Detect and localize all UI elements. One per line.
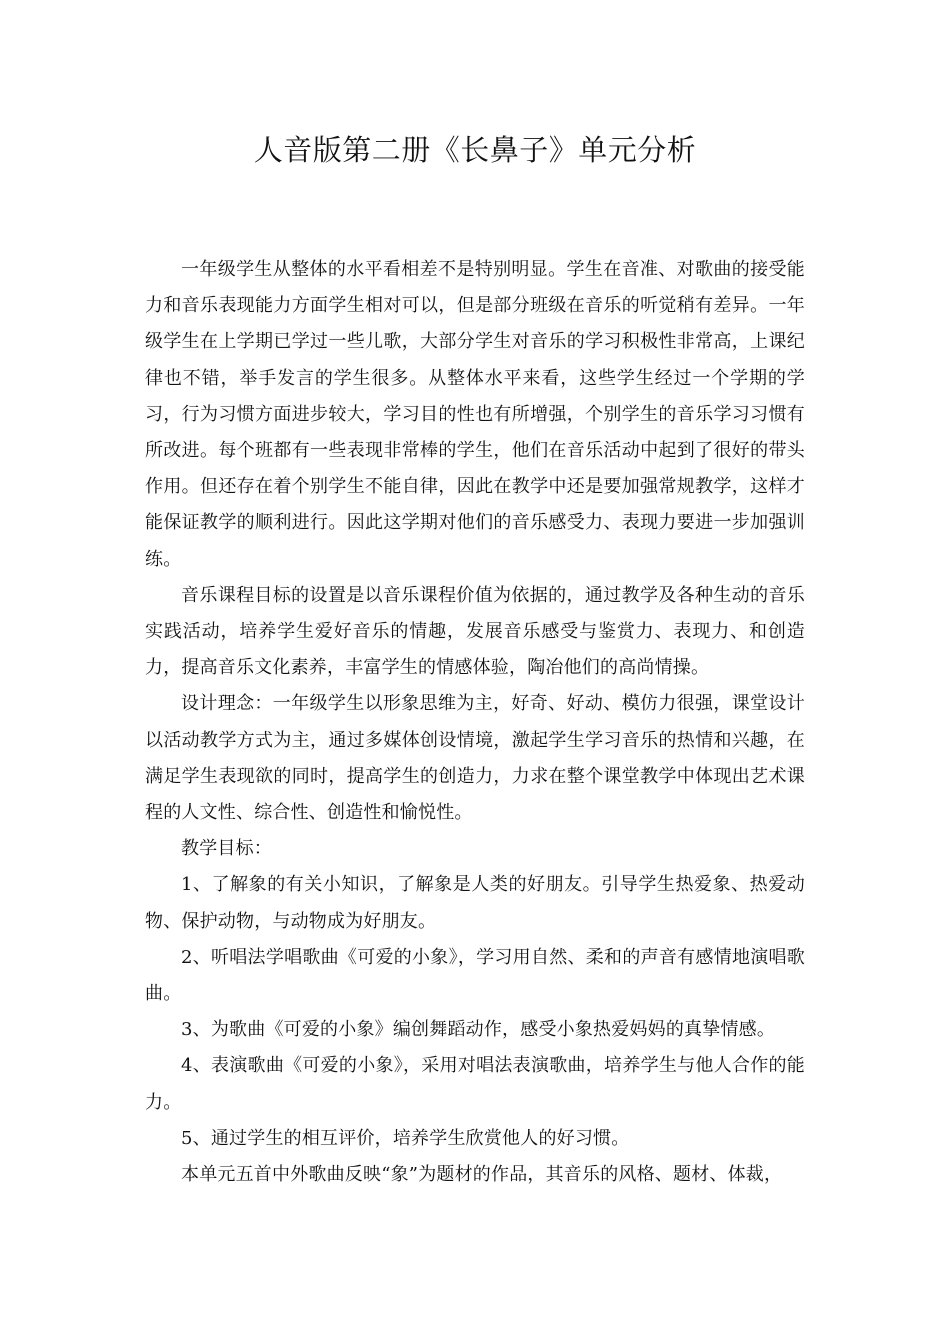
paragraph-goal-4: 4、表演歌曲《可爱的小象》，采用对唱法表演歌曲，培养学生与他人合作的能力。: [145, 1055, 805, 1113]
paragraph-goal-5: 5、通过学生的相互评价，培养学生欣赏他人的好习惯。: [181, 1127, 630, 1149]
paragraph-course-goals: 音乐课程目标的设置是以音乐课程价值为依据的，通过教学及各种生动的音乐实践活动，培养学生爱好音乐的情趣，发展音乐感受与鉴赏力、表现力、和创造力，提高音乐文化素养，丰富学生的情感体验，陶冶他们的高尚情操。: [145, 584, 805, 679]
page-title: 人音版第二册《长鼻子》单元分析: [253, 133, 697, 167]
paragraph-unit-overview: 本单元五首中外歌曲反映“象”为题材的作品，其音乐的风格、题材、体裁，: [181, 1164, 783, 1186]
paragraph-design-concept: 设计理念：一年级学生以形象思维为主，好奇、好动、模仿力很强，课堂设计以活动教学方式为主，通过多媒体创设情境，激起学生学习音乐的热情和兴趣，在满足学生表现欲的同时，提高学生的创造力，力求在整个课堂教学中体现出艺术课程的人文性、综合性、创造性和愉悦性。: [145, 693, 805, 824]
document-body: [145, 252, 805, 1193]
paragraph-goal-3: 3、为歌曲《可爱的小象》编创舞蹈动作，感受小象热爱妈妈的真挚情感。: [181, 1019, 776, 1041]
paragraph-goal-1: 1、了解象的有关小知识，了解象是人类的好朋友。引导学生热爱象、热爱动物、保护动物，与动物成为好朋友。: [145, 874, 805, 932]
paragraph-student-analysis: 一年级学生从整体的水平看相差不是特别明显。学生在音准、对歌曲的接受能力和音乐表现能力方面学生相对可以，但是部分班级在音乐的听觉稍有差异。一年级学生在上学期已学过一些儿歌，大部分学生对音乐的学习积极性非常高，上课纪律也不错，举手发言的学生很多。从整体水平来看，这些学生经过一个学期的学习，行为习惯方面进步较大，学习目的性也有所增强，个别学生的音乐学习习惯有所改进。每个班都有一些表现非常棒的学生，他们在音乐活动中起到了很好的带头作用。但还存在着个别学生不能自律，因此在教学中还是要加强常规教学，这样才能保证教学的顺利进行。因此这学期对他们的音乐感受力、表现力要进一步加强训练。: [145, 259, 805, 570]
paragraph-goal-2: 2、听唱法学唱歌曲《可爱的小象》，学习用自然、柔和的声音有感情地演唱歌曲。: [145, 946, 805, 1005]
paragraph-teaching-goals-heading: 教学目标：: [181, 838, 272, 860]
